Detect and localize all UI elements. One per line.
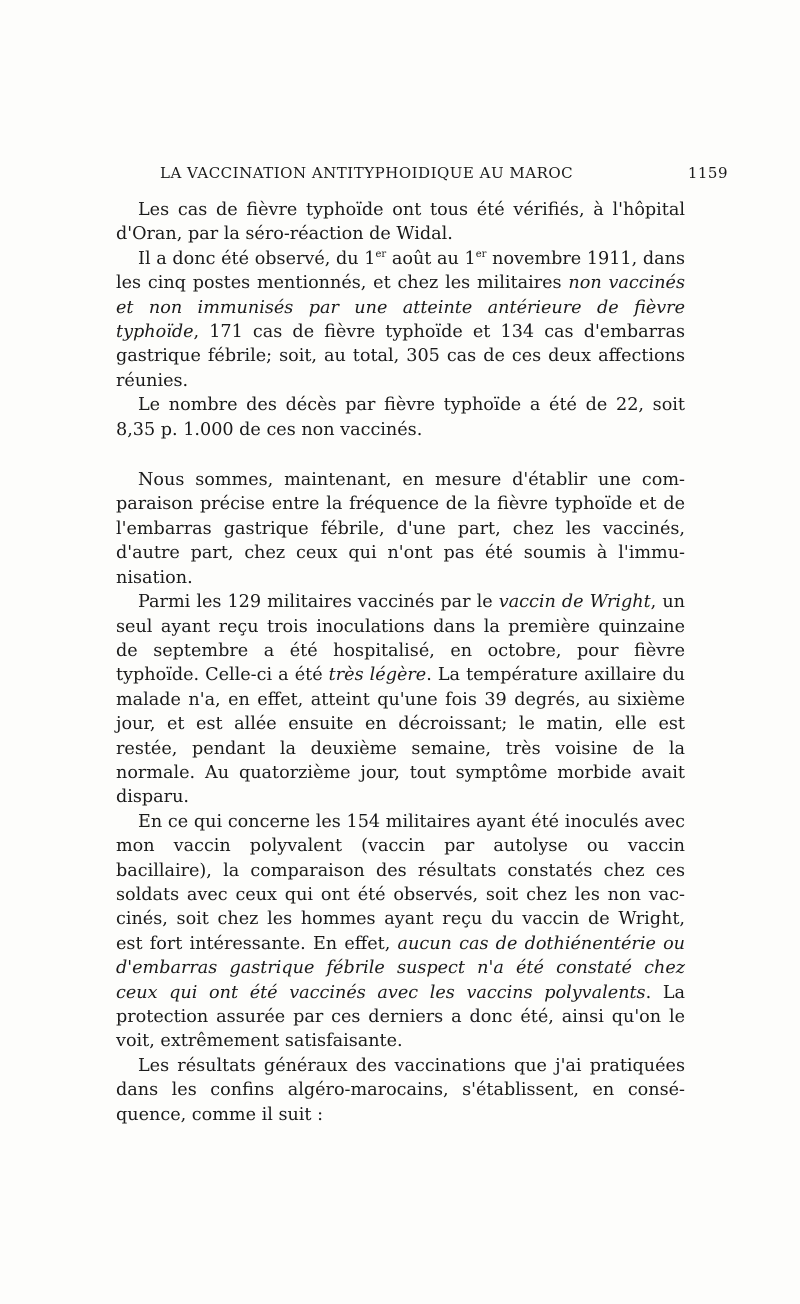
superscript: er [375, 248, 387, 260]
body-text [116, 198, 685, 1127]
paragraph-6 [116, 810, 685, 1054]
text-run: , 171 cas de fièvre typhoïde et 134 cas d'embarras gastrique fébrile; soit, au total, 305 cas de ces deux affections réunies. [116, 322, 685, 391]
page-number: 1159 [687, 164, 728, 182]
text-run: août au 1 [386, 248, 476, 269]
text-run: , un seul ayant reçu trois inoculations dans la première quinzaine de septembre a été hospitalisé, en octobre, pour fièvre typhoïde. Celle-ci a été [116, 592, 685, 686]
italic-run: vaccin de Wright [498, 592, 651, 613]
paragraph-5 [116, 590, 685, 810]
text-run: novembre 1911, dans les cinq postes mentionnés, et chez les militaires [116, 248, 685, 294]
running-title: LA VACCINATION ANTITYPHOIDIQUE AU MAROC [160, 164, 574, 182]
superscript: er [475, 248, 487, 260]
text-run: . La protection assurée par ces derniers a donc été, ainsi qu'on le voit, extrêmement satisfaisante. [116, 982, 685, 1052]
italic-run: très légère [328, 665, 427, 686]
text-run: Il a donc été observé, du 1 [138, 248, 376, 269]
text-run: Parmi les 129 militaires vaccinés par le [138, 592, 499, 613]
text-run: En ce qui concerne les 154 militaires ayant été inoculés avec mon vaccin polyvalent (vaccin par autolyse ou vaccin bacillaire), la comparaison des résultats constatés chez ces soldats avec ceux qui ont été observés, soit chez les non vaccinés, soit chez les hommes ayant reçu du vaccin de Wright, est fort intéressante. En effet, [116, 811, 685, 954]
italic-run: non vaccinés et non immunisés par une atteinte antérieure de fièvre typhoïde [116, 273, 685, 343]
italic-run: aucun cas de dothiénentérie ou d'embarras gastrique fébrile suspect n'a été constaté chez ceux qui ont été vaccinés avec les vaccins polyvalents [116, 933, 686, 1003]
text-run: . La température axillaire du malade n'a, en effet, atteint qu'une fois 39 degrés, au sixième jour, et est allée ensuite en décroissant; le matin, elle est restée, pendant la deuxième semaine, très voisine de la normale. Au quatorzième jour, tout symptôme morbide avait disparu. [116, 665, 685, 808]
paragraph-4: Nous sommes, maintenant, en mesure d'établir une comparaison précise entre la fréquence de la fièvre typhoïde et de l'embarras gastrique fébrile, d'une part, chez les vaccinés, d'autre part, chez ceux qui n'ont pas été soumis à l'immunisation. [116, 470, 685, 588]
paragraph-2 [116, 247, 685, 393]
paragraph-1: Les cas de fièvre typhoïde ont tous été vérifiés, à l'hôpital d'Oran, par la séro-réaction de Widal. [116, 200, 685, 245]
paragraph-7: Les résultats généraux des vaccinations que j'ai pratiquées dans les confins algéro-marocains, s'établissent, en conséquence, comme il suit : [116, 1055, 685, 1125]
paragraph-3: Le nombre des décès par fièvre typhoïde a été de 22, soit 8,35 p. 1.000 de ces non vaccinés. [116, 395, 685, 440]
